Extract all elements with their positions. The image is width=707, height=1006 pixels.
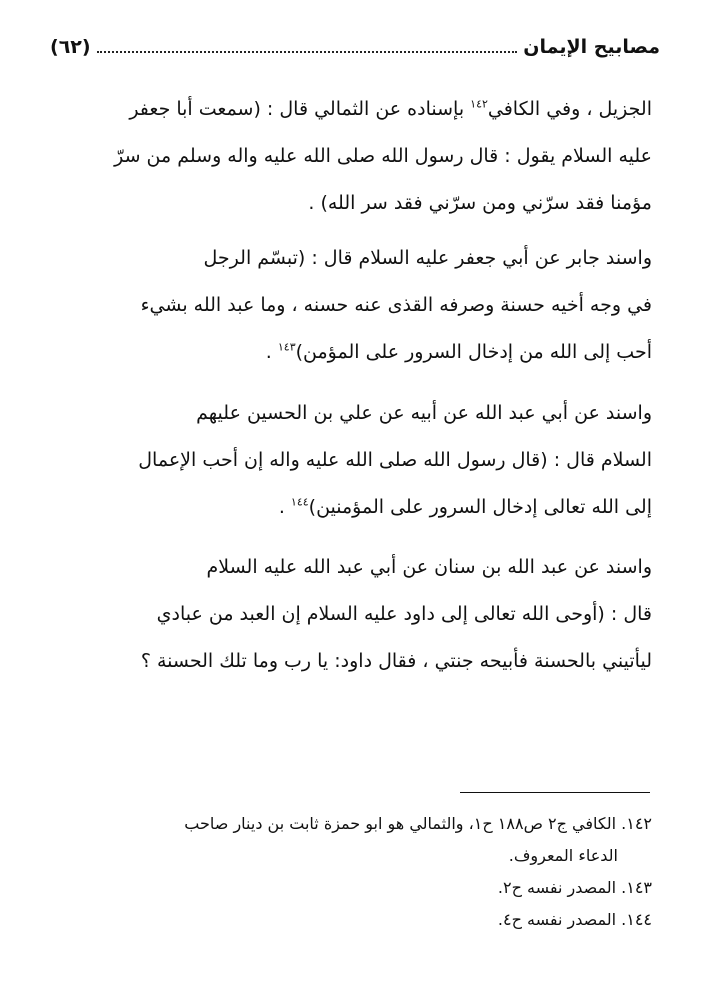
text-line: واسند عن أبي عبد الله عن أبيه عن علي بن الحسين عليهم	[196, 402, 652, 424]
footnotes	[48, 808, 652, 936]
text-line: السلام قال : (قال رسول الله صلى الله عليه واله إن أحب الإعمال	[138, 449, 652, 471]
text-line: أحب إلى الله من إدخال السرور على المؤمن)$^{١٤٣}$ .	[265, 340, 652, 363]
text-line: واسند جابر عن أبي جعفر عليه السلام قال : (تبسّم الرجل	[203, 247, 652, 269]
paragraph-4	[48, 544, 652, 685]
footnote-marker: ١٤٢	[470, 97, 488, 111]
page-number: (٦٢)	[50, 36, 91, 58]
text-line: مؤمنا فقد سرّني ومن سرّني فقد سر الله) .	[308, 192, 652, 214]
footnote-separator	[460, 792, 650, 793]
footnote-142: ١٤٢. الكافي ج٢ ص١٨٨ ح١، والثمالي هو ابو حمزة ثابت بن دينار صاحب الدعاء المعروف.	[184, 814, 652, 865]
text-line: واسند عن عبد الله بن سنان عن أبي عبد الله عليه السلام	[206, 556, 652, 578]
paragraph-1	[48, 86, 652, 227]
footnote-143: ١٤٣. المصدر نفسه ح٢.	[497, 878, 652, 897]
footnote-marker: ١٤٣	[277, 340, 296, 354]
book-title: مصابيح الإيمان	[523, 36, 660, 58]
footnote-marker: ١٤٤	[290, 495, 309, 509]
paragraph-3	[48, 390, 652, 531]
text-line: قال : (أوحى الله تعالى إلى داود عليه السلام إن العبد من عبادي	[156, 603, 652, 625]
header-dot-leader	[97, 50, 518, 53]
text-line: في وجه أخيه حسنة وصرفه القذى عنه حسنه ، وما عبد الله بشيء	[140, 294, 652, 316]
footnote-144: ١٤٤. المصدر نفسه ح٤.	[497, 910, 652, 929]
text-line: إلى الله تعالى إدخال السرور على المؤمنين)$^{١٤٤}$ .	[278, 495, 652, 518]
running-header	[50, 30, 660, 64]
text-line: ليأتيني بالحسنة فأبيحه جنتي ، فقال داود: يا رب وما تلك الحسنة ؟	[140, 650, 652, 672]
paragraph-2	[48, 235, 652, 376]
text-line: الجزيل ، وفي الكافي$^{١٤٢}$ بإسناده عن الثمالي قال : (سمعت أبا جعفر	[129, 97, 652, 120]
text-line: عليه السلام يقول : قال رسول الله صلى الله عليه واله وسلم من سرّ	[114, 145, 652, 167]
